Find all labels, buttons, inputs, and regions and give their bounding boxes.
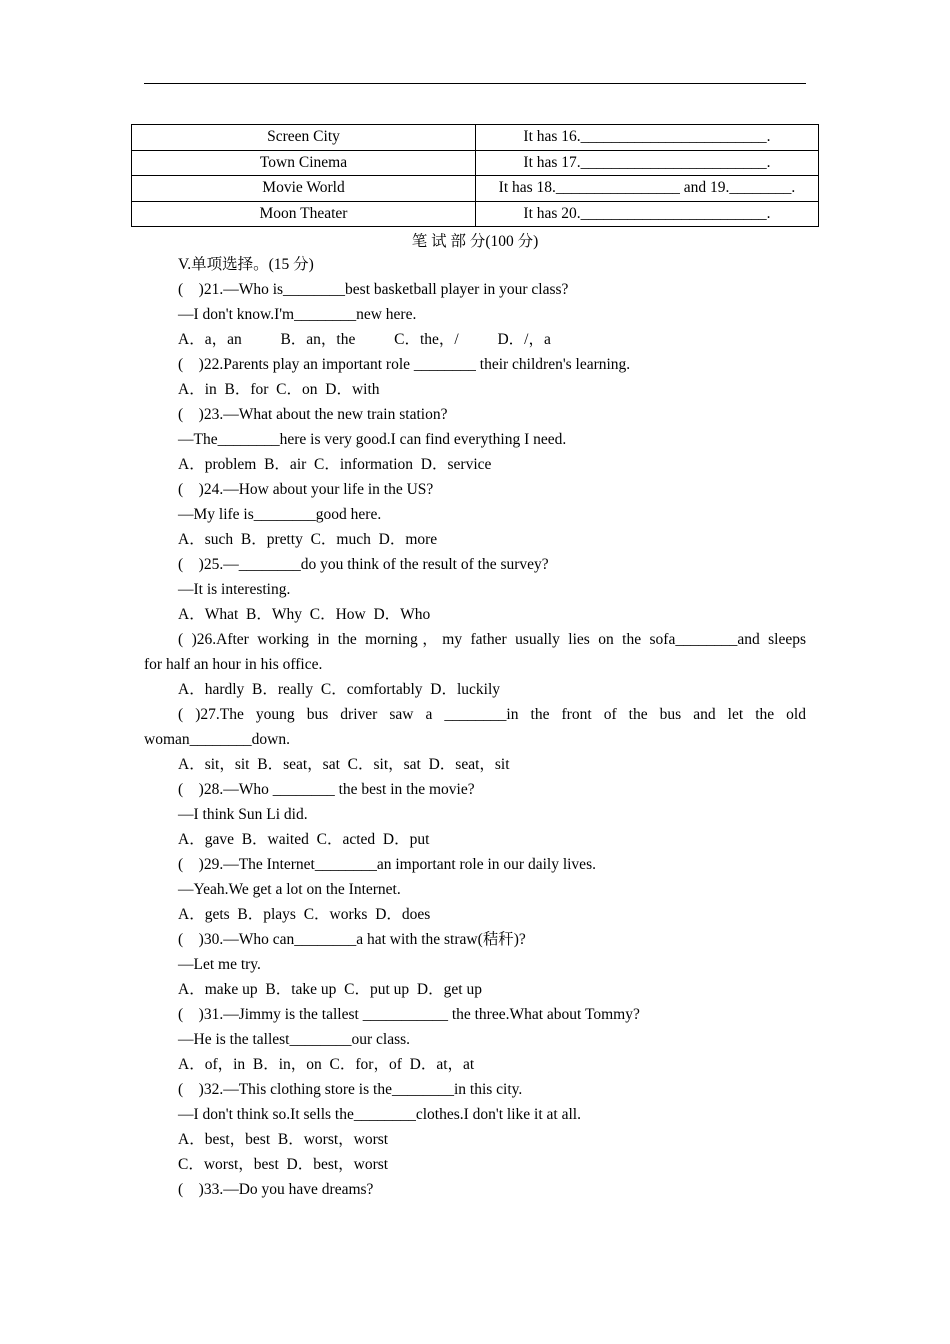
question-line: ( )30.—Who can________a hat with the straw(秸秆)? — [178, 931, 526, 948]
options-line: A．best，best B．worst，worst — [178, 1131, 389, 1148]
answer-line: —I don't know.I'm________new here. — [178, 306, 417, 323]
header-rule — [144, 83, 806, 84]
answer-line: —Yeah.We get a lot on the Internet. — [178, 881, 401, 898]
question-content — [144, 252, 806, 1202]
question-line: ( )22.Parents play an important role ________ their children's learning. — [178, 356, 631, 373]
question-line: ( )24.—How about your life in the US? — [178, 481, 434, 498]
question-line: ( )21.—Who is________best basketball player in your class? — [178, 281, 569, 298]
options-line: A．gets B．plays C．works D．does — [178, 906, 431, 923]
question-line: ( )28.—Who ________ the best in the movie? — [178, 781, 475, 798]
options-line: A．make up B．take up C．put up D．get up — [178, 981, 482, 998]
answer-line: —My life is________good here. — [178, 506, 382, 523]
cinema-blank: It has 16.________________________. — [476, 125, 819, 151]
question-line: ( )29.—The Internet________an important role in our daily lives. — [178, 856, 596, 873]
section-title: 笔 试 部 分(100 分) — [411, 233, 539, 250]
table-row — [132, 150, 819, 176]
question-line: ( )27.The young bus driver saw a ________in the front of the bus and let the old — [178, 706, 806, 723]
question-line: ( )23.—What about the new train station? — [178, 406, 448, 423]
question-continuation: for half an hour in his office. — [144, 656, 323, 673]
options-line: C．worst，best D．best，worst — [178, 1156, 389, 1173]
answer-line: —It is interesting. — [178, 581, 291, 598]
table-row — [132, 125, 819, 151]
question-line: ( )33.—Do you have dreams? — [178, 1181, 374, 1198]
answer-line: —The________here is very good.I can find everything I need. — [178, 431, 567, 448]
options-line: A．gave B．waited C．acted D．put — [178, 831, 430, 848]
answer-line: —I don't think so.It sells the________clothes.I don't like it at all. — [178, 1106, 581, 1123]
cinema-name: Moon Theater — [132, 201, 476, 227]
cinema-blank: It has 17.________________________. — [476, 150, 819, 176]
cinema-name: Movie World — [132, 176, 476, 202]
answer-line: —He is the tallest________our class. — [178, 1031, 411, 1048]
table-row — [132, 201, 819, 227]
options-line: A．such B．pretty C．much D．more — [178, 531, 438, 548]
question-line: ( )32.—This clothing store is the________in this city. — [178, 1081, 523, 1098]
options-line: A．a，an B．an，the C．the，/ D．/，a — [178, 331, 551, 348]
question-continuation: woman________down. — [144, 731, 290, 748]
options-line: A．in B．for C．on D．with — [178, 381, 380, 398]
options-line: A．hardly B．really C．comfortably D．luckily — [178, 681, 500, 698]
options-line: A．of，in B．in，on C．for，of D．at，at — [178, 1056, 475, 1073]
cinema-name: Town Cinema — [132, 150, 476, 176]
question-line: ( )25.—________do you think of the result of the survey? — [178, 556, 549, 573]
cinema-table — [131, 124, 819, 227]
options-line: A．problem B．air C．information D．service — [178, 456, 492, 473]
part-heading: V.单项选择。(15 分) — [178, 256, 314, 273]
options-line: A．sit，sit B．seat，sat C．sit，sat D．seat，sit — [178, 756, 510, 773]
table-row — [132, 176, 819, 202]
question-line: ( )31.—Jimmy is the tallest ___________ the three.What about Tommy? — [178, 1006, 640, 1023]
cinema-name: Screen City — [132, 125, 476, 151]
question-line: ( )26.After working in the morning，my father usually lies on the sofa________and sleeps — [178, 631, 806, 648]
answer-line: —I think Sun Li did. — [178, 806, 308, 823]
cinema-blank: It has 18.________________ and 19.________. — [476, 176, 819, 202]
options-line: A．What B．Why C．How D．Who — [178, 606, 431, 623]
answer-line: —Let me try. — [178, 956, 261, 973]
cinema-blank: It has 20.________________________. — [476, 201, 819, 227]
